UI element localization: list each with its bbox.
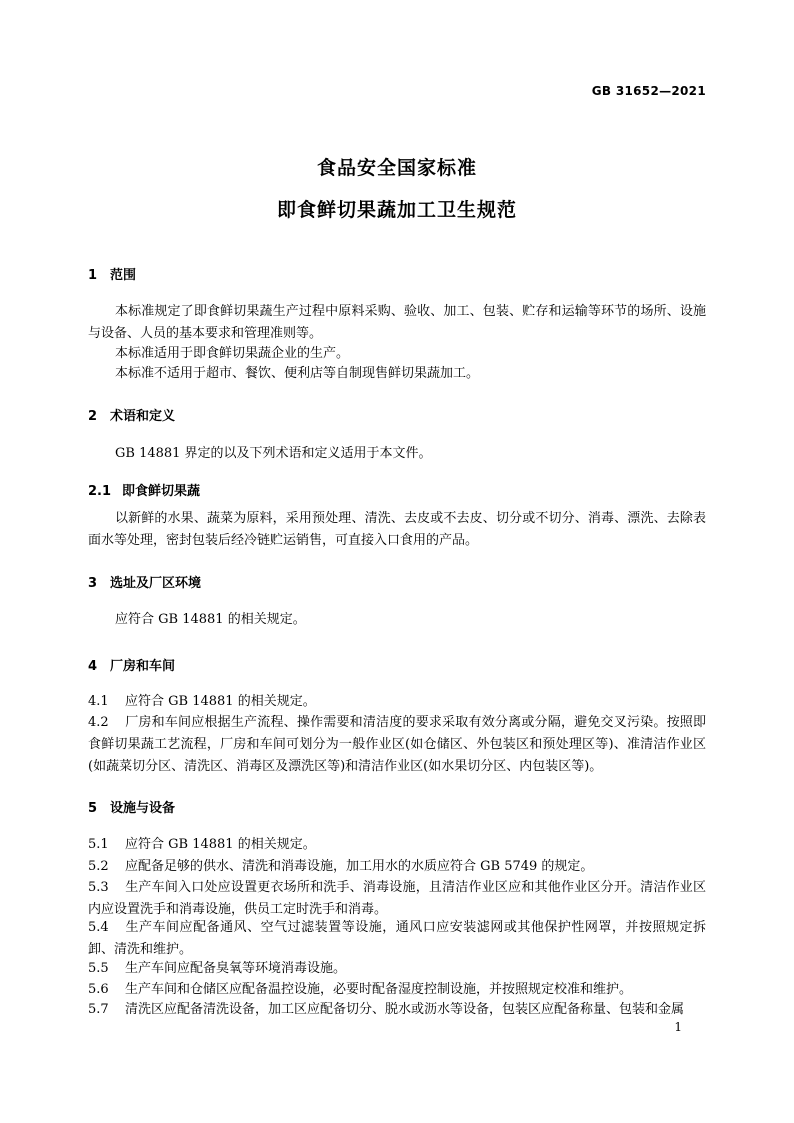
clause-text: 应符合 GB 14881 的相关规定。 xyxy=(125,694,316,709)
section-title: 范围 xyxy=(110,268,137,283)
clause-number: 5.4 xyxy=(88,920,109,935)
section-title: 厂房和车间 xyxy=(110,659,176,674)
clause-number: 5.1 xyxy=(88,837,109,852)
section-1-paragraph-1: 本标准规定了即食鲜切果蔬生产过程中原料采购、验收、加工、包装、贮存和运输等环节的场所、设施与设备、人员的基本要求和管理准则等。 xyxy=(88,304,706,341)
section-5-heading xyxy=(88,797,175,816)
page-number: 1 xyxy=(674,1020,682,1034)
section-3-heading xyxy=(88,572,201,591)
document-title-line2: 即食鲜切果蔬加工卫生规范 xyxy=(276,199,517,221)
section-number: 2.1 xyxy=(88,484,112,499)
clause-text: 生产车间应配备臭氧等环境消毒设施。 xyxy=(125,961,347,976)
clause-text: 生产车间入口处应设置更衣场所和洗手、消毒设施，且清洁作业区应和其他作业区分开。清洁作业区内应设置洗手和消毒设施，供员工定时洗手和消毒。 xyxy=(88,880,706,917)
section-number: 5 xyxy=(88,801,98,816)
section-3-paragraph-1: 应符合 GB 14881 的相关规定。 xyxy=(115,612,306,627)
section-title: 术语和定义 xyxy=(110,409,176,424)
clause-number: 4.1 xyxy=(88,694,109,709)
clause-5-6 xyxy=(88,979,706,1001)
section-title: 设施与设备 xyxy=(110,801,176,816)
clause-4-2 xyxy=(88,712,706,778)
clause-number: 5.6 xyxy=(88,982,109,997)
section-number: 1 xyxy=(88,268,98,283)
clause-text: 厂房和车间应根据生产流程、操作需要和清洁度的要求采取有效分离或分隔，避免交叉污染。按照即食鲜切果蔬工艺流程，厂房和车间可划分为一般作业区(如仓储区、外包装区和预处理区等)、准清洁作业区(如蔬菜切分区、清洗区、消毒区及漂洗区等)和清洁作业区(如水果切分区、内包装区等)。 xyxy=(88,715,706,774)
section-2-heading xyxy=(88,405,175,424)
clause-text: 生产车间和仓储区应配备温控设施，必要时配备湿度控制设施，并按照规定校准和维护。 xyxy=(125,982,633,997)
clause-5-5 xyxy=(88,958,706,980)
section-title: 选址及厂区环境 xyxy=(110,576,202,591)
clause-text: 清洗区应配备清洗设备，加工区应配备切分、脱水或沥水等设备，包装区应配备称量、包装和金属 xyxy=(125,1002,685,1017)
clause-5-2 xyxy=(88,856,706,878)
clause-number: 5.5 xyxy=(88,961,109,976)
section-1-paragraph-3: 本标准不适用于超市、餐饮、便利店等自制现售鲜切果蔬加工。 xyxy=(115,366,480,381)
clause-text: 应符合 GB 14881 的相关规定。 xyxy=(125,837,316,852)
section-1-heading xyxy=(88,264,136,283)
section-number: 3 xyxy=(88,576,98,591)
clause-5-7 xyxy=(88,999,706,1021)
section-title: 即食鲜切果蔬 xyxy=(122,484,201,499)
clause-number: 5.3 xyxy=(88,880,109,895)
clause-number: 5.2 xyxy=(88,859,109,874)
clause-number: 4.2 xyxy=(88,715,109,730)
section-number: 2 xyxy=(88,409,98,424)
section-2-paragraph-1: GB 14881 界定的以及下列术语和定义适用于本文件。 xyxy=(115,446,432,461)
clause-number: 5.7 xyxy=(88,1002,109,1017)
section-4-heading xyxy=(88,655,175,674)
clause-5-3 xyxy=(88,877,706,921)
standard-code: GB 31652—2021 xyxy=(591,84,706,98)
section-1-paragraph-2: 本标准适用于即食鲜切果蔬企业的生产。 xyxy=(115,346,350,361)
section-number: 4 xyxy=(88,659,98,674)
clause-5-1 xyxy=(88,834,706,856)
clause-text: 应配备足够的供水、清洗和消毒设施，加工用水的水质应符合 GB 5749 的规定。 xyxy=(125,859,594,874)
document-title-line1: 食品安全国家标准 xyxy=(316,157,477,179)
section-2-1-paragraph-1: 以新鲜的水果、蔬菜为原料，采用预处理、清洗、去皮或不去皮、切分或不切分、消毒、漂洗、去除表面水等处理，密封包装后经冷链贮运销售，可直接入口食用的产品。 xyxy=(88,511,706,548)
section-2-1-heading xyxy=(88,480,200,499)
clause-4-1 xyxy=(88,691,706,713)
clause-text: 生产车间应配备通风、空气过滤装置等设施，通风口应安装滤网或其他保护性网罩，并按照规定拆卸、清洗和维护。 xyxy=(88,920,706,957)
clause-5-4 xyxy=(88,917,706,961)
